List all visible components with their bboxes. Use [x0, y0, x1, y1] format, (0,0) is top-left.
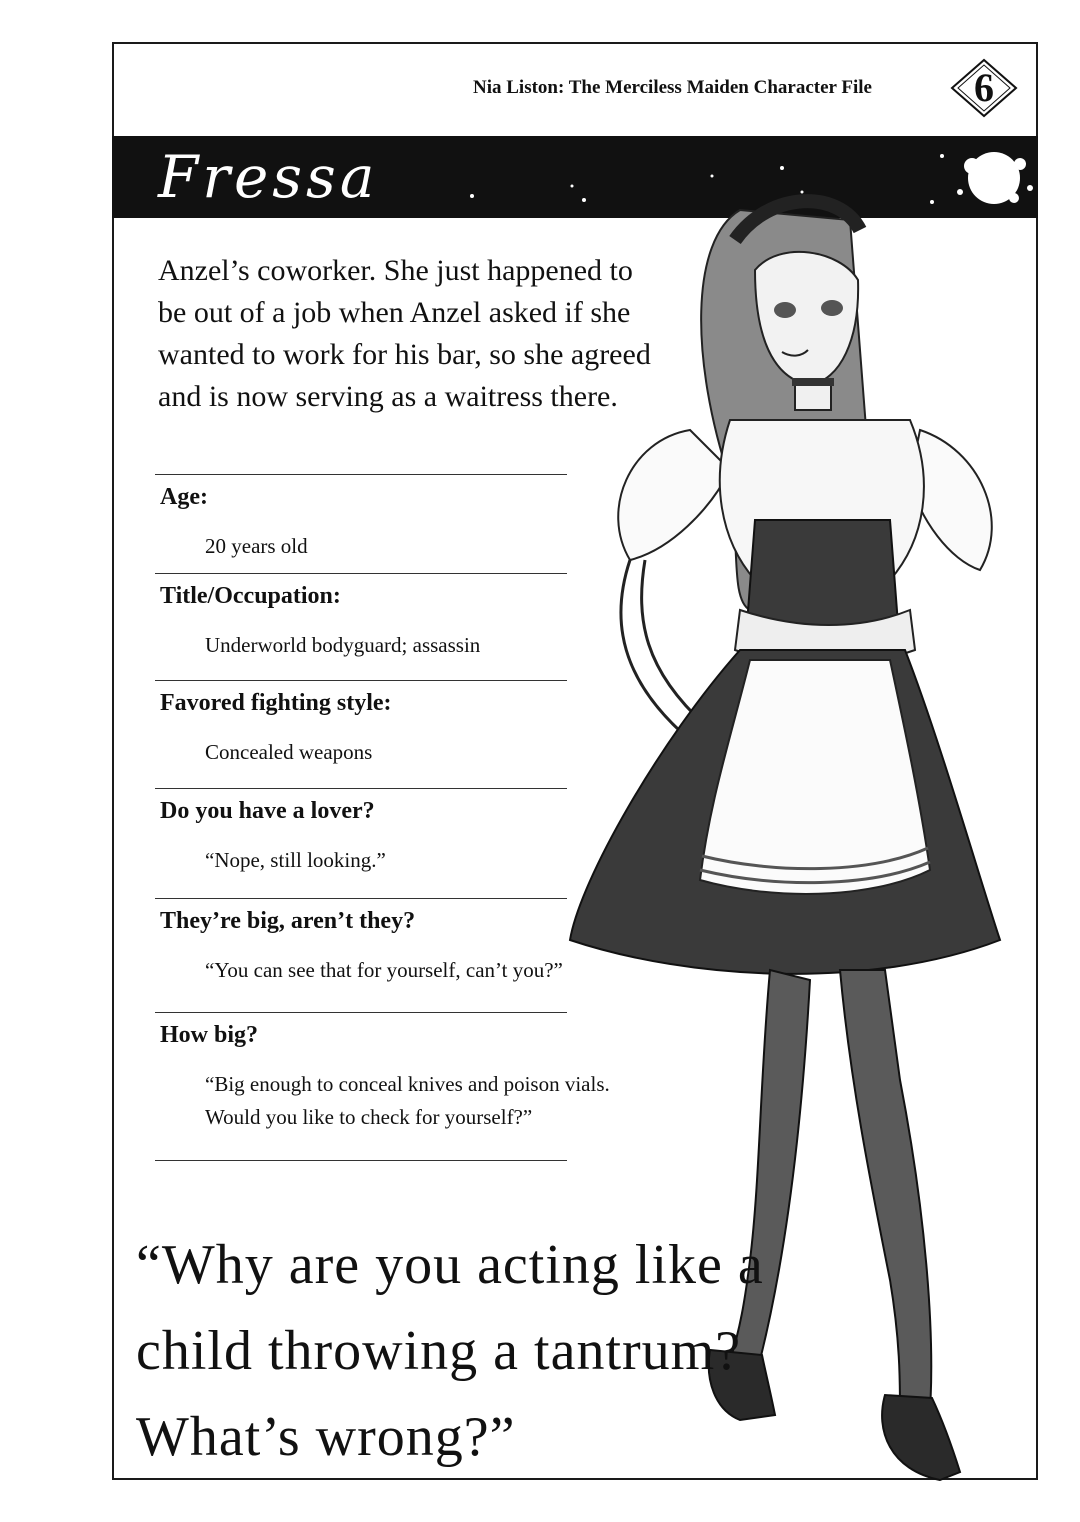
field-value: 20 years old — [205, 534, 308, 558]
chapter-badge — [946, 56, 1022, 120]
field-label: They’re big, aren’t they? — [160, 908, 416, 934]
divider — [155, 474, 567, 475]
field-label: How big? — [160, 1022, 259, 1048]
field-label: Title/Occupation: — [160, 583, 341, 609]
field-label: Age: — [160, 484, 208, 510]
field-value: Concealed weapons — [205, 740, 373, 764]
divider — [155, 788, 567, 789]
character-name: Fressa — [158, 143, 379, 211]
divider — [155, 1012, 567, 1013]
field-value: “Nope, still looking.” — [205, 848, 386, 872]
character-quote: “Why are you acting like a child throwing a tantrum? What’s wrong?” — [136, 1234, 764, 1468]
field-value: “You can see that for yourself, can’t you?” — [205, 958, 563, 982]
divider — [155, 898, 567, 899]
character-file-title: Nia Liston: The Merciless Maiden Character File — [473, 77, 872, 98]
divider — [155, 573, 567, 574]
divider — [155, 1160, 567, 1161]
field-value: “Big enough to conceal knives and poison vials. Would you like to check for yourself?” — [205, 1072, 610, 1129]
field-label: Favored fighting style: — [160, 690, 392, 716]
field-value: Underworld bodyguard; assassin — [205, 633, 481, 657]
chapter-number: 6 — [974, 65, 994, 110]
divider — [155, 680, 567, 681]
character-description: Anzel’s coworker. She just happened to be out of a job when Anzel asked if she wanted to work for his bar, so she agreed and is now serving as a waitress there. — [158, 254, 651, 413]
field-label: Do you have a lover? — [160, 798, 375, 824]
